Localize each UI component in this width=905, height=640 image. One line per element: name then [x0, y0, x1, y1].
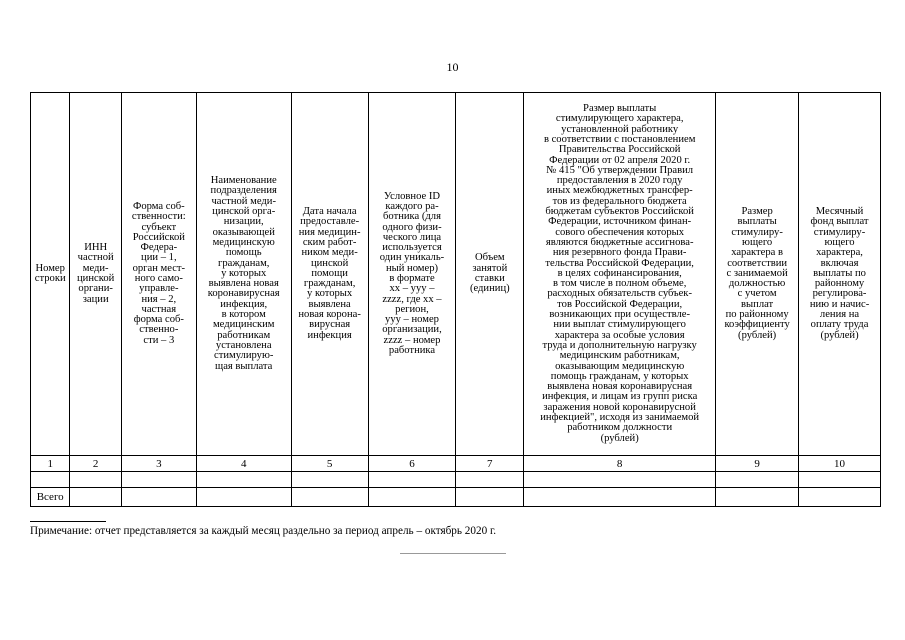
- table-cell: [121, 488, 196, 507]
- table-cell: [31, 472, 70, 488]
- table-cell: [456, 488, 524, 507]
- header-row: [31, 93, 881, 456]
- header-cell: ИНН частной меди- цинской органи- зации: [70, 93, 122, 456]
- total-row: [31, 488, 881, 507]
- table-cell: [799, 472, 881, 488]
- column-number: 1: [31, 456, 70, 472]
- total-label: Всего: [31, 488, 70, 507]
- end-separator: [400, 553, 506, 554]
- header-cell: Размер выплаты стимулиру- ющего характера в соответствии с занимаемой должностью с учетом выплат по районному коэффициенту (рублей): [716, 93, 799, 456]
- header-cell: Условное ID каждого ра- ботника (для одного физи- ческого лица используется один уникаль- ный номер) в формате xx – yyy – zzzz, где xx – регион, yyy – номер организации, zzzz – номер работника: [368, 93, 456, 456]
- table-cell: [716, 488, 799, 507]
- table-cell: [70, 472, 122, 488]
- header-cell: Дата начала предоставле- ния медицин- ским работ- ником меди- цинской помощи гражданам, у которых выявлена новая корона- вирусная инфекция: [291, 93, 368, 456]
- column-number-row: [31, 456, 881, 472]
- header-cell: Наименование подразделения частной меди- цинской орга- низации, оказывающей медицинскую помощь гражданам, у которых выявлена новая коронавирусная инфекция, в котором медицинским работникам установлена стимулирую- щая выплата: [196, 93, 291, 456]
- table-cell: [799, 488, 881, 507]
- empty-data-row: [31, 472, 881, 488]
- column-number: 8: [524, 456, 716, 472]
- table-cell: [196, 472, 291, 488]
- column-number: 10: [799, 456, 881, 472]
- table-cell: [456, 472, 524, 488]
- report-table: [30, 92, 881, 507]
- footnote-separator: [30, 521, 106, 522]
- column-number: 9: [716, 456, 799, 472]
- header-cell: Объем занятой ставки (единиц): [456, 93, 524, 456]
- column-number: 5: [291, 456, 368, 472]
- header-cell: Форма соб- ственности: субъект Российской Федера- ции – 1, орган мест- ного само- управле- ния – 2, частная форма соб- ственно- сти – 3: [121, 93, 196, 456]
- column-number: 7: [456, 456, 524, 472]
- table-cell: [291, 472, 368, 488]
- header-cell: Месячный фонд выплат стимулиру- ющего характера, включая выплаты по районному регулирова- нию и начис- ления на оплату труда (рублей): [799, 93, 881, 456]
- table-cell: [716, 472, 799, 488]
- column-number: 2: [70, 456, 122, 472]
- table-cell: [196, 488, 291, 507]
- table-cell: [368, 472, 456, 488]
- header-cell: Размер выплаты стимулирующего характера, установленной работнику в соответствии с постановлением Правительства Российской Федерации от 02 апреля 2020 г. № 415 "Об утверждении Правил предоставления в 2020 году иных межбюджетных трансфер- тов из федерального бюджета бюджетам субъектов Российской Федерации, источником финан- сового обеспечения которых являются бюджетные ассигнова- ния резервного фонда Прави- тельства Российской Федерации, в целях софинансирования, в том числе в полном объеме, расходных обязательств субъек- тов Российской Федерации, возникающих при осуществле- нии выплат стимулирующего характера за особые условия труда и дополнительную нагрузку медицинским работникам, оказывающим медицинскую помощь гражданам, у которых выявлена новая коронавирусная инфекция, и лицам из групп риска заражения новой коронавирусной инфекцией", исходя из занимаемой работником должности (рублей): [524, 93, 716, 456]
- footnote-text: Примечание: отчет представляется за каждый месяц раздельно за период апрель – октябрь 2020 г.: [30, 525, 497, 537]
- table-cell: [524, 472, 716, 488]
- page-number: 10: [446, 60, 459, 74]
- column-number: 4: [196, 456, 291, 472]
- table-cell: [368, 488, 456, 507]
- column-number: 6: [368, 456, 456, 472]
- table-cell: [291, 488, 368, 507]
- table-cell: [524, 488, 716, 507]
- table-cell: [70, 488, 122, 507]
- column-number: 3: [121, 456, 196, 472]
- table-cell: [121, 472, 196, 488]
- header-cell: Номер строки: [31, 93, 70, 456]
